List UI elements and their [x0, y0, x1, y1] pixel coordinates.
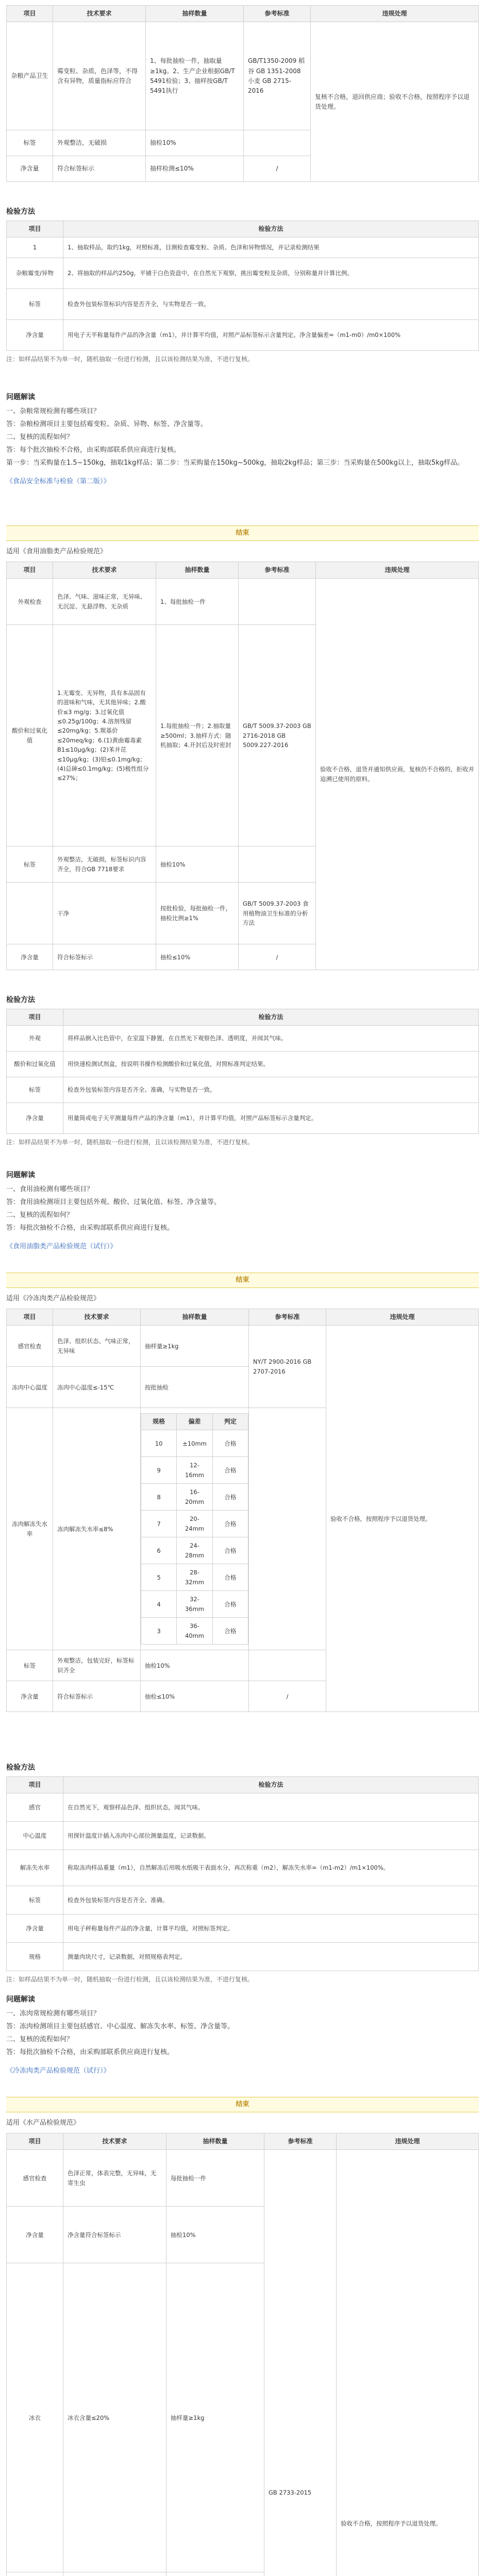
source-link[interactable]: 《食用油脂类产品检验规范（试行）》	[6, 1243, 117, 1251]
table-cell: 抽检10%	[166, 2207, 264, 2263]
table-cell: 干净	[53, 883, 156, 944]
table-cell: GB/T 5009.37-2003 GB 2716-2018 GB 5009.227-2016	[239, 625, 316, 846]
table-cell: 冻肉解冻失水率≤8%	[53, 1408, 141, 1650]
faq-title: 问题解读	[6, 1995, 35, 2004]
table-cell: 冻肉解冻失水率	[7, 1408, 53, 1650]
table-cell: 净含量	[7, 2207, 63, 2263]
header-sample: 抽样数量	[146, 6, 244, 22]
table-cell: 冰衣	[7, 2263, 63, 2572]
header-requirement: 技术要求	[53, 562, 156, 579]
faq-answer: 答：冻肉检测项目主要包括感官、中心温度、解冻失水率、标签、净含量等。	[6, 2023, 235, 2031]
spec-cell: 合格	[212, 1537, 248, 1564]
table-cell: 在自然光下，观察样品色泽、组织状态，闻其气味。	[63, 1793, 479, 1822]
section-source: 适用《食用油脂类产品检验规范》	[6, 548, 107, 555]
table-cell: /	[239, 944, 316, 970]
table-cell: 1	[7, 238, 63, 258]
method-title: 检验方法	[6, 996, 35, 1004]
table-cell: NY/T 2900-2016 GB 2707-2016	[249, 1326, 326, 1408]
table-cell: 验收不合格，按照程序予以退货处理。	[326, 1326, 479, 1712]
method-title: 检验方法	[6, 1764, 35, 1772]
header-item: 项目	[7, 6, 53, 22]
table-cell: 验收不合格，按照程序予以退货处理。	[337, 2150, 479, 2576]
spec-cell: 合格	[212, 1484, 248, 1511]
header-requirement: 技术要求	[53, 6, 146, 22]
table-cell: 用快速检测试剂盒，按说明书操作检测酸价和过氧化值，对照标准判定结果。	[63, 1052, 479, 1077]
table-cell: 1、每批抽检一件，抽取量≥1kg。2、生产企业根据GB/T 5491检验；3、抽样按GB/T 5491执行	[146, 22, 244, 130]
table-cell: 2、将抽取的样品约250g，平铺于白色瓷盘中，在自然光下观察，挑出霉变粒及杂质，分别称量并计算比例。	[63, 258, 479, 289]
table-cell: 色泽、组织状态、气味正常，无异味	[53, 1326, 141, 1367]
spec-header: 判定	[212, 1414, 248, 1430]
table-cell: 用量筒或电子天平测量每件产品的净含量（m1），并计算平均值，对照产品标签标示含量判定。	[63, 1103, 479, 1134]
table-cell: 标签	[7, 1886, 63, 1914]
table-cell: /	[244, 156, 311, 182]
table-cell: 检查外包装标签内容是否齐全、准确，与实物是否一致。	[63, 1077, 479, 1103]
table-cell: 抽样量≥1kg	[166, 2263, 264, 2572]
section-2-method	[6, 994, 479, 1149]
spec-cell: 36-40mm	[177, 1618, 212, 1645]
spec-cell: ±10mm	[177, 1430, 212, 1457]
section-end-banner: 结束	[6, 526, 479, 541]
spec-cell: 9	[141, 1457, 177, 1484]
table-cell: 感官检查	[7, 1326, 53, 1367]
section-1-faq	[6, 392, 479, 489]
section-1-table	[6, 5, 479, 182]
table-cell: 解冻失水率	[7, 1850, 63, 1886]
table-cell: 每批抽检一件	[166, 2150, 264, 2207]
table-cell: 检查外包装标签内容是否齐全、准确。	[63, 1886, 479, 1914]
table-cell: 感官检查	[7, 2150, 63, 2207]
header-action: 违规处理	[326, 1309, 479, 1326]
header-sample: 抽样数量	[141, 1309, 249, 1326]
faq-answer: 答：食用油检测项目主要包括外观、酸价、过氧化值、标签、净含量等。	[6, 1198, 221, 1207]
table-cell: 杂粮霉变/异物	[7, 258, 63, 289]
section-4	[6, 2117, 479, 2576]
table-cell: 杂粮产品卫生	[7, 22, 53, 130]
table-cell: 1、每批抽检一件	[156, 579, 239, 625]
method-note: 注：如样品结果不为单一时，随机抽取一份进行检测，且以该检测结果为准，不进行复核。	[6, 355, 254, 363]
header-standard: 参考标准	[244, 6, 311, 22]
table-cell: 外观检查	[7, 579, 53, 625]
header-standard: 参考标准	[239, 562, 316, 579]
spec-cell: 3	[141, 1618, 177, 1645]
table-cell: 标签	[7, 1650, 53, 1681]
table-cell: GB/T 5009.37-2003 食用植物油卫生标准的分析方法	[239, 883, 316, 944]
table-cell: 净含量	[7, 1914, 63, 1943]
faq-title: 问题解读	[6, 393, 35, 401]
section-3-method	[6, 1762, 479, 1987]
header-item: 项目	[7, 1009, 63, 1026]
table-cell	[7, 2572, 63, 2576]
table-cell: 外观整洁，无破损	[53, 130, 146, 156]
spec-table	[141, 1413, 248, 1645]
faq-answer: 答：杂粮检测项目主要包括霉变粒、杂质、异物、标签、净含量等。	[6, 420, 208, 429]
table-cell: 用探针温度计插入冻肉中心部位测量温度，记录数据。	[63, 1822, 479, 1850]
spec-cell: 8	[141, 1484, 177, 1511]
spec-header: 规格	[141, 1414, 177, 1430]
table-cell: 冻肉中心温度≤-15℃	[53, 1367, 141, 1408]
table-cell: 净含量	[7, 944, 53, 970]
header-item: 项目	[7, 562, 53, 579]
faq-question: 一、食用油检测有哪些项目？	[6, 1185, 94, 1193]
spec-cell: 32-36mm	[177, 1591, 212, 1618]
header-item: 项目	[7, 1777, 63, 1793]
header-requirement: 技术要求	[53, 1309, 141, 1326]
spec-cell: 合格	[212, 1618, 248, 1645]
table-cell: 色泽正常，体表完整，无异味，无寄生虫	[63, 2150, 166, 2207]
table-cell: 标签	[7, 1077, 63, 1103]
spec-cell: 4	[141, 1591, 177, 1618]
table-cell: 复核不合格，退回供应商；验收不合格，按照程序予以退货处理。	[311, 22, 479, 182]
header-action: 违规处理	[311, 6, 479, 22]
section-end-banner: 结束	[6, 2097, 479, 2112]
spec-cell: 7	[141, 1511, 177, 1537]
source-link[interactable]: 《食品安全标准与检验（第二版）》	[6, 478, 110, 486]
table-cell: 1.每批抽检一件；2.抽取量≥500ml；3.抽样方式：随机抽取；4.开封后及时密封	[156, 625, 239, 846]
spec-header: 偏差	[177, 1414, 212, 1430]
table-cell: 按批检验，每批抽检一件，抽检比例≥1%	[156, 883, 239, 944]
faq-question: 二、复核的流程如何？	[6, 1211, 74, 1219]
section-1-method	[6, 206, 479, 366]
header-item: 项目	[7, 221, 63, 238]
section-2	[6, 546, 479, 970]
header-method: 检验方法	[63, 1009, 479, 1026]
table-cell: 符合标签标示	[53, 944, 156, 970]
table-cell: 净含量	[7, 1681, 53, 1712]
spec-cell: 10	[141, 1430, 177, 1457]
header-method: 检验方法	[63, 221, 479, 238]
table-cell: 净含量符合标签标示	[63, 2207, 166, 2263]
table-cell: 验收不合格，退货并通知供应商，复核仍不合格的，拒收并追溯已使用的原料。	[316, 579, 479, 970]
table-cell: 酸价和过氧化值	[7, 1052, 63, 1077]
table-cell: 冻肉中心温度	[7, 1367, 53, 1408]
table-cell: 抽检10%	[146, 130, 244, 156]
table-cell: 符合标签标示	[53, 1681, 141, 1712]
table-cell: 净含量	[7, 156, 53, 182]
table-cell: 标签	[7, 130, 53, 156]
table-cell: /	[249, 1681, 326, 1712]
table-cell: 按批抽检	[141, 1367, 249, 1408]
spec-cell: 28-32mm	[177, 1564, 212, 1591]
faq-question: 二、复核的流程如何？	[6, 433, 74, 442]
table-cell: 中心温度	[7, 1822, 63, 1850]
header-standard: 参考标准	[264, 2133, 337, 2150]
source-link[interactable]: 《冷冻肉类产品检验规范（试行）》	[6, 2067, 110, 2075]
faq-title: 问题解读	[6, 1171, 35, 1179]
table-cell: 抽检10%	[156, 846, 239, 883]
header-item: 项目	[7, 2133, 63, 2150]
faq-answer: 答：每个批次抽检不合格，由采购部联系供应商进行复核。	[6, 446, 181, 454]
table-cell: 外观整洁，包装完好，标签标识齐全	[53, 1650, 141, 1681]
table-cell: 冰衣含量≤20%	[63, 2263, 166, 2572]
faq-question: 一、冻肉常规检测有哪些项目？	[6, 2010, 101, 2018]
spec-cell: 合格	[212, 1591, 248, 1618]
header-standard: 参考标准	[249, 1309, 326, 1326]
spec-cell: 合格	[212, 1457, 248, 1484]
section-3-faq	[6, 1994, 479, 2078]
header-method: 检验方法	[63, 1777, 479, 1793]
table-cell: 1、抽取样品，取约1kg，对照标准，目测检查霉变粒、杂质、色泽和异物情况，并记录检测结果	[63, 238, 479, 258]
spec-cell: 5	[141, 1564, 177, 1591]
table-cell: 抽样检测≤10%	[146, 156, 244, 182]
section-3	[6, 1293, 479, 1712]
header-sample: 抽样数量	[166, 2133, 264, 2150]
method-note: 注：如样品结果不为单一时，随机抽取一份进行检测，且以该检测结果为准，不进行复核。	[6, 1139, 254, 1146]
table-cell: 净含量	[7, 320, 63, 351]
section-2-faq	[6, 1170, 479, 1254]
faq-answer: 第一步：当采购量在1.5~150kg，抽取1kg样品；第二步：当采购量在150kg~500kg，抽取2kg样品；第三步：当采购量在500kg以上，抽取5kg样品。	[6, 459, 464, 467]
section-source: 适用《水产品检验规范》	[6, 2119, 80, 2127]
table-cell	[166, 2572, 264, 2576]
table-cell: 标签	[7, 846, 53, 883]
header-action: 违规处理	[316, 562, 479, 579]
table-cell: 称取冻肉样品重量（m1），自然解冻后用吸水纸吸干表面水分，再次称重（m2），解冻失水率=（m1-m2）/m1×100%。	[63, 1850, 479, 1886]
spec-cell: 20-24mm	[177, 1511, 212, 1537]
faq-answer: 答：每批次抽检不合格，由采购部联系供应商进行复核。	[6, 2048, 174, 2057]
table-cell: 用电子天平称量每件产品的净含量（m1），并计算平均值，对照产品标签标示含量判定。净含量偏差=（m1-m0）/m0×100%	[63, 320, 479, 351]
header-item: 项目	[7, 1309, 53, 1326]
table-cell: GB 2733-2015	[264, 2150, 337, 2576]
table-cell: 检查外包装标签标识内容是否齐全，与实物是否一致。	[63, 289, 479, 320]
method-title: 检验方法	[6, 208, 35, 216]
table-cell: 抽检≤10%	[156, 944, 239, 970]
method-note: 注：如样品结果不为单一时，随机抽取一份进行检测，且以该检测结果为准，不进行复核。	[6, 1976, 254, 1984]
table-cell: 抽检10%	[141, 1650, 249, 1681]
table-cell: 用电子秤称量每件产品的净含量，计算平均值，对照标签判定。	[63, 1914, 479, 1943]
table-cell: 外观	[7, 1026, 63, 1052]
faq-question: 二、复核的流程如何？	[6, 2036, 74, 2044]
spec-cell: 合格	[212, 1564, 248, 1591]
table-cell: 感官	[7, 1793, 63, 1822]
spec-cell: 16-20mm	[177, 1484, 212, 1511]
spec-cell: 合格	[212, 1511, 248, 1537]
table-cell: 净含量	[7, 1103, 63, 1134]
table-cell: 抽检≤10%	[141, 1681, 249, 1712]
table-cell: 外观整洁，无破损，标签标识内容齐全，符合GB 7718要求	[53, 846, 156, 883]
table-cell: 将样品倒入比色管中，在室温下静置，在自然光下观察色泽、透明度，并闻其气味。	[63, 1026, 479, 1052]
spec-cell: 12-16mm	[177, 1457, 212, 1484]
header-requirement: 技术要求	[63, 2133, 166, 2150]
table-cell: 抽样量≥1kg	[141, 1326, 249, 1367]
table-cell: 规格	[7, 1943, 63, 1971]
table-cell: 酸价和过氧化值	[7, 625, 53, 846]
table-cell	[63, 2572, 166, 2576]
table-cell: 符合标签标示	[53, 156, 146, 182]
spec-cell: 6	[141, 1537, 177, 1564]
spec-cell: 24-28mm	[177, 1537, 212, 1564]
spec-cell: 合格	[212, 1430, 248, 1457]
section-end-banner: 结束	[6, 1273, 479, 1288]
table-cell: GB/T1350-2009 稻谷 GB 1351-2008小麦 GB 2715-2016	[244, 22, 311, 130]
table-cell: 1.无霉变、无异物，具有本品固有的滋味和气味，无其他异味；2.酸价≤3 mg/g；3.过氧化值≤0.25g/100g；4.溶剂残留≤20mg/kg；5.羰基价≤20meq/kg；6.(1)黄曲霉毒素B1≤10μg/kg；(2)苯并芘≤10μg/kg；(3)铅≤0.1mg/kg；(4)总砷≤0.1mg/kg；(5)极性组分≤27%；	[53, 625, 156, 846]
faq-question: 一、杂粮常规检测有哪些项目？	[6, 408, 101, 415]
header-sample: 抽样数量	[156, 562, 239, 579]
section-source: 适用《冷冻肉类产品检验规范》	[6, 1295, 101, 1302]
table-cell: 测量肉块尺寸，记录数据，对照规格表判定。	[63, 1943, 479, 1971]
table-cell: 标签	[7, 289, 63, 320]
header-action: 违规处理	[337, 2133, 479, 2150]
faq-answer: 答：每批次抽检不合格，由采购部联系供应商进行复核。	[6, 1224, 174, 1232]
table-cell: 色泽、气味、滋味正常，无异味、无沉淀、无悬浮物、无杂质	[53, 579, 156, 625]
table-cell: 霉变粒、杂质，色泽等，不得含有异物，质量指标应符合	[53, 22, 146, 130]
